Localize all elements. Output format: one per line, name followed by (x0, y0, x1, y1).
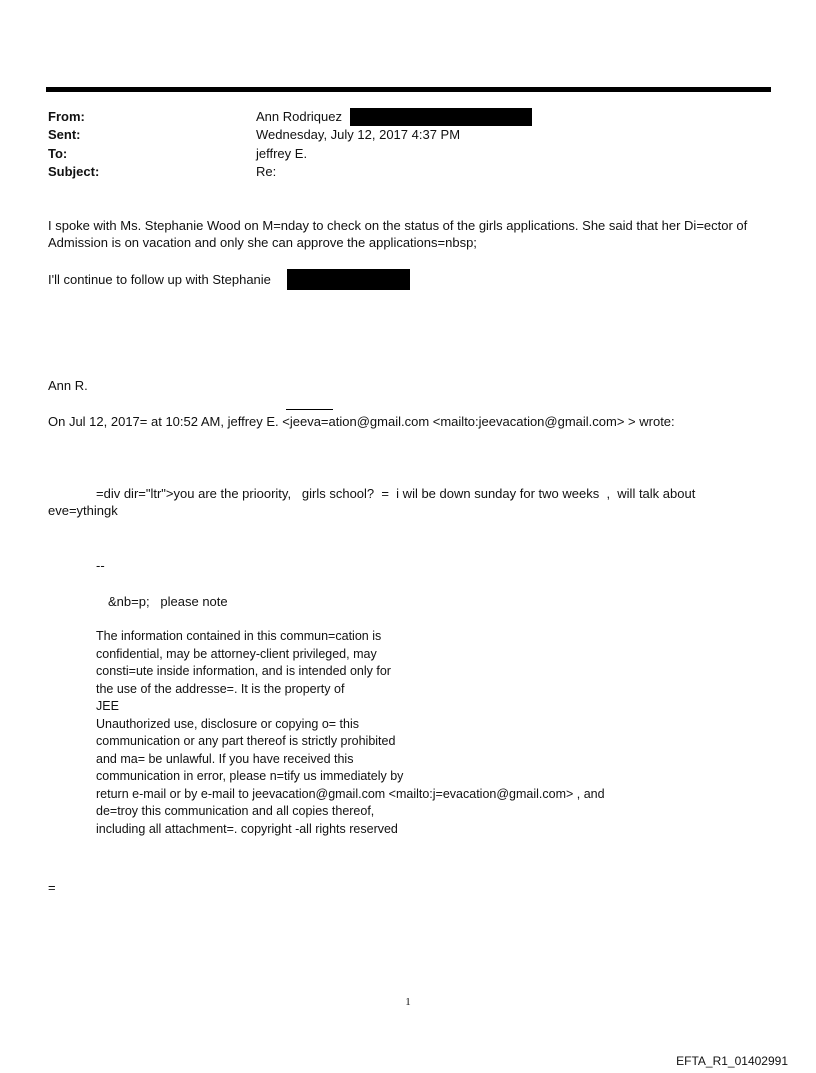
please-note: &nb=p; please note (108, 594, 228, 609)
disclaimer-line: including all attachment=. copyright -all rights reserved (96, 821, 398, 836)
disclaimer-line: Unauthorized use, disclosure or copying o= this (96, 716, 359, 731)
disclaimer-block (96, 628, 605, 838)
disclaimer-line: confidential, may be attorney-client privileged, may (96, 646, 377, 661)
from-label: From: (48, 109, 85, 124)
disclaimer-line: JEE (96, 699, 119, 713)
disclaimer-line: The information contained in this commun=cation is (96, 629, 382, 643)
sent-label: Sent: (48, 127, 81, 142)
disclaimer-line: communication or any part thereof is strictly prohibited (96, 734, 396, 748)
to-value: jeffrey E. (256, 146, 308, 161)
body-paragraph-2: I'll continue to follow up with Stephanie (48, 272, 271, 287)
disclaimer-line: communication in error, please n=tify us immediately by (96, 769, 404, 783)
quoted-message-line-1: =div dir="ltr">you are the prioority, girls school? = i wil be down sunday for two weeks , will talk about (96, 486, 696, 501)
trailing-equals: = (48, 880, 56, 895)
disclaimer-line: return e-mail or by e-mail to jeevacation@gmail.com <mailto:j=evacation@gmail.com> , and (96, 786, 605, 801)
sent-value: Wednesday, July 12, 2017 4:37 PM (256, 127, 461, 142)
disclaimer-line: the use of the addresse=. It is the property of (96, 681, 345, 696)
page-number: 1 (405, 996, 411, 1008)
signature-dash: -- (96, 558, 105, 573)
redaction-box (350, 108, 532, 126)
subject-value: Re: (256, 164, 277, 179)
body-paragraph-1: I spoke with Ms. Stephanie Wood on M=nday to check on the status of the girls applications. She said that her Di=ector of Admission is on vacation and only she can approve the applications=nbsp; (48, 218, 748, 250)
subject-label: Subject: (48, 164, 100, 179)
disclaimer-line: consti=ute inside information, and is intended only for (96, 664, 391, 678)
redaction-box (287, 269, 410, 290)
disclaimer-line: and ma= be unlawful. If you have received this (96, 751, 354, 766)
disclaimer-line: de=troy this communication and all copies thereof, (96, 804, 375, 818)
signoff: Ann R. (48, 378, 88, 393)
underline-mark (286, 409, 333, 410)
bates-number: EFTA_R1_01402991 (676, 1054, 788, 1068)
from-value: Ann Rodriquez (256, 109, 342, 124)
header-rule (46, 87, 771, 92)
to-label: To: (48, 146, 68, 161)
quote-header: On Jul 12, 2017= at 10:52 AM, jeffrey E. <jeeva=ation@gmail.com <mailto:jeevacation@gmail.com> > wrote: (48, 414, 675, 429)
quoted-message-line-2: eve=ythingk (48, 503, 118, 518)
